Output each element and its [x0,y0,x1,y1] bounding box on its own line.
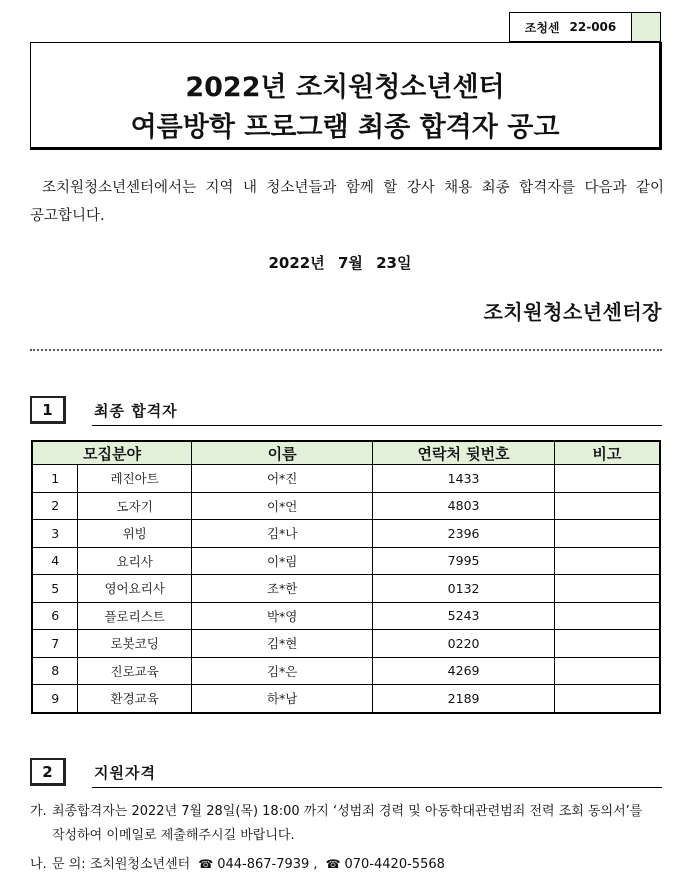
row-field: 영어요리사 [78,575,192,603]
inquiry-label: 문 의: 조치원청소년센터 [52,857,191,872]
section-1-number: 1 [30,396,66,424]
dotted-divider [30,349,662,351]
row-number: 8 [32,657,78,685]
row-number: 7 [32,630,78,658]
row-name: 조*한 [191,575,372,603]
document-code-org: 조청센 [524,20,560,35]
row-field: 위빙 [78,520,192,548]
title-box [30,42,662,150]
row-note [554,575,660,603]
document-code-number: 22-006 [569,20,617,34]
row-phone: 2396 [373,520,554,548]
item-ga-text-1: 최종합격자는 2022년 7월 28일(목) 18:00 까지 ‘성범죄 경력 및 아동학대관련범죄 전력 조회 동의서’를 [52,804,643,819]
row-number: 2 [32,492,78,520]
header-note: 비고 [554,441,660,465]
row-note [554,465,660,493]
table-row [32,492,660,520]
row-note [554,547,660,575]
header-field: 모집분야 [32,441,191,465]
item-na-marker: 나. [30,857,47,872]
row-number: 3 [32,520,78,548]
row-field: 플로리스트 [78,602,192,630]
row-name: 이*림 [191,547,372,575]
row-phone: 4803 [373,492,554,520]
row-number: 1 [32,465,78,493]
telephone-icon: ☎ [325,857,341,871]
row-name: 김*현 [191,630,372,658]
row-field: 레진아트 [78,465,192,493]
row-number: 5 [32,575,78,603]
table-header-row [32,441,660,465]
header-phone: 연락처 뒷번호 [373,441,554,465]
row-phone: 4269 [373,657,554,685]
row-field: 도자기 [78,492,192,520]
row-field: 요리사 [78,547,192,575]
item-na [30,852,670,877]
row-number: 4 [32,547,78,575]
row-field: 진로교육 [78,657,192,685]
row-field: 환경교육 [78,685,192,713]
telephone-icon: ☎ [198,857,214,871]
document-code-box [509,12,661,42]
winners-table [31,440,661,714]
section-2-title: 지원자격 [94,764,156,782]
row-name: 박*영 [191,602,372,630]
announcement-date: 2022년 7월 23일 [268,254,412,272]
row-number: 6 [32,602,78,630]
row-phone: 7995 [373,547,554,575]
item-ga-marker: 가. [30,804,47,819]
section-2-number: 2 [30,758,66,786]
row-phone: 0220 [373,630,554,658]
item-ga-line-1 [30,800,670,824]
row-note [554,657,660,685]
row-name: 하*남 [191,685,372,713]
phone-separator: , [313,857,318,872]
document-code-tail [631,13,660,41]
title-line-1: 2022년 조치원청소년센터 [185,72,505,103]
section-2-header [30,758,662,790]
phone-number-1: 044-867-7939 [217,857,310,872]
row-number: 9 [32,685,78,713]
row-note [554,685,660,713]
row-note [554,630,660,658]
table-row [32,685,660,713]
table-row [32,630,660,658]
row-phone: 0132 [373,575,554,603]
signer: 조치원청소년센터장 [483,300,662,324]
section-1-rule [92,425,662,426]
document-code [510,13,631,41]
phone-number-2: 070-4420-5568 [344,857,445,872]
section-2-rule [92,787,662,788]
row-name: 어*진 [191,465,372,493]
row-name: 이*언 [191,492,372,520]
intro-paragraph: 조치원청소년센터에서는 지역 내 청소년들과 함께 할 강사 채용 최종 합격자를 다음과 같이 공고합니다. [30,180,664,224]
table-row [32,575,660,603]
section-1-title: 최종 합격자 [94,402,178,420]
row-note [554,492,660,520]
row-note [554,602,660,630]
table-row [32,520,660,548]
row-phone: 2189 [373,685,554,713]
table-row [32,657,660,685]
row-phone: 1433 [373,465,554,493]
section-1-header [30,396,662,428]
table-row [32,547,660,575]
row-phone: 5243 [373,602,554,630]
header-name: 이름 [191,441,372,465]
row-note [554,520,660,548]
row-name: 김*은 [191,657,372,685]
title-line-2: 여름방학 프로그램 최종 합격자 공고 [130,112,560,143]
item-ga-line-2: 작성하여 이메일로 제출해주시길 바랍니다. [52,828,295,843]
item-ga [30,800,670,848]
table-row [32,602,660,630]
table-row [32,465,660,493]
row-name: 김*나 [191,520,372,548]
row-field: 로봇코딩 [78,630,192,658]
